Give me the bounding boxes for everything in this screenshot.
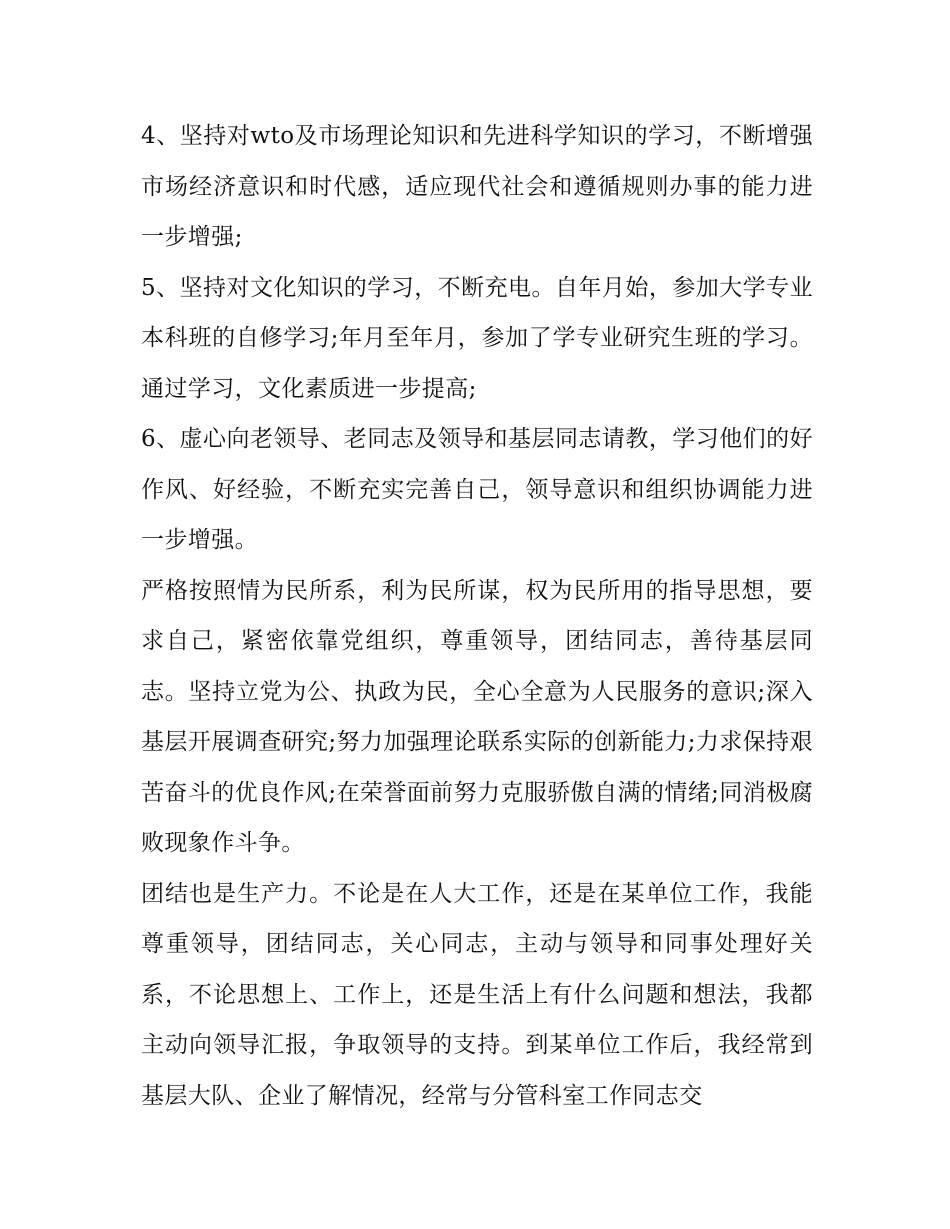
paragraph-item-4: 4、坚持对wto及市场理论知识和先进科学知识的学习，不断增强市场经济意识和时代感，适应现代社会和遵循规则办事的能力进一步增强;: [141, 123, 813, 250]
document-page: [141, 111, 813, 1121]
paragraph-work-attitude: 严格按照情为民所系，利为民所谋，权为民所用的指导思想，要求自己，紧密依靠党组织，尊重领导，团结同志，善待基层同志。坚持立党为公、执政为民，全心全意为人民服务的意识;深入基层开展调查研究;努力加强理论联系实际的创新能力;力求保持艰苦奋斗的优良作风;在荣誉面前努力克服骄傲自满的情绪;同消极腐败现象作斗争。: [141, 577, 813, 856]
paragraph-item-5: 5、坚持对文化知识的学习，不断充电。自年月始，参加大学专业本科班的自修学习;年月至年月，参加了学专业研究生班的学习。通过学习，文化素质进一步提高;: [141, 274, 813, 402]
paragraph-unity: 团结也是生产力。不论是在人大工作，还是在某单位工作，我能尊重领导，团结同志，关心同志，主动与领导和同事处理好关系，不论思想上、工作上，还是生活上有什么问题和想法，我都主动向领导汇报，争取领导的支持。到某单位工作后，我经常到基层大队、企业了解情况，经常与分管科室工作同志交: [141, 880, 813, 1109]
paragraph-item-6: 6、虚心向老领导、老同志及领导和基层同志请教，学习他们的好作风、好经验，不断充实完善自己，领导意识和组织协调能力进一步增强。: [141, 426, 813, 553]
